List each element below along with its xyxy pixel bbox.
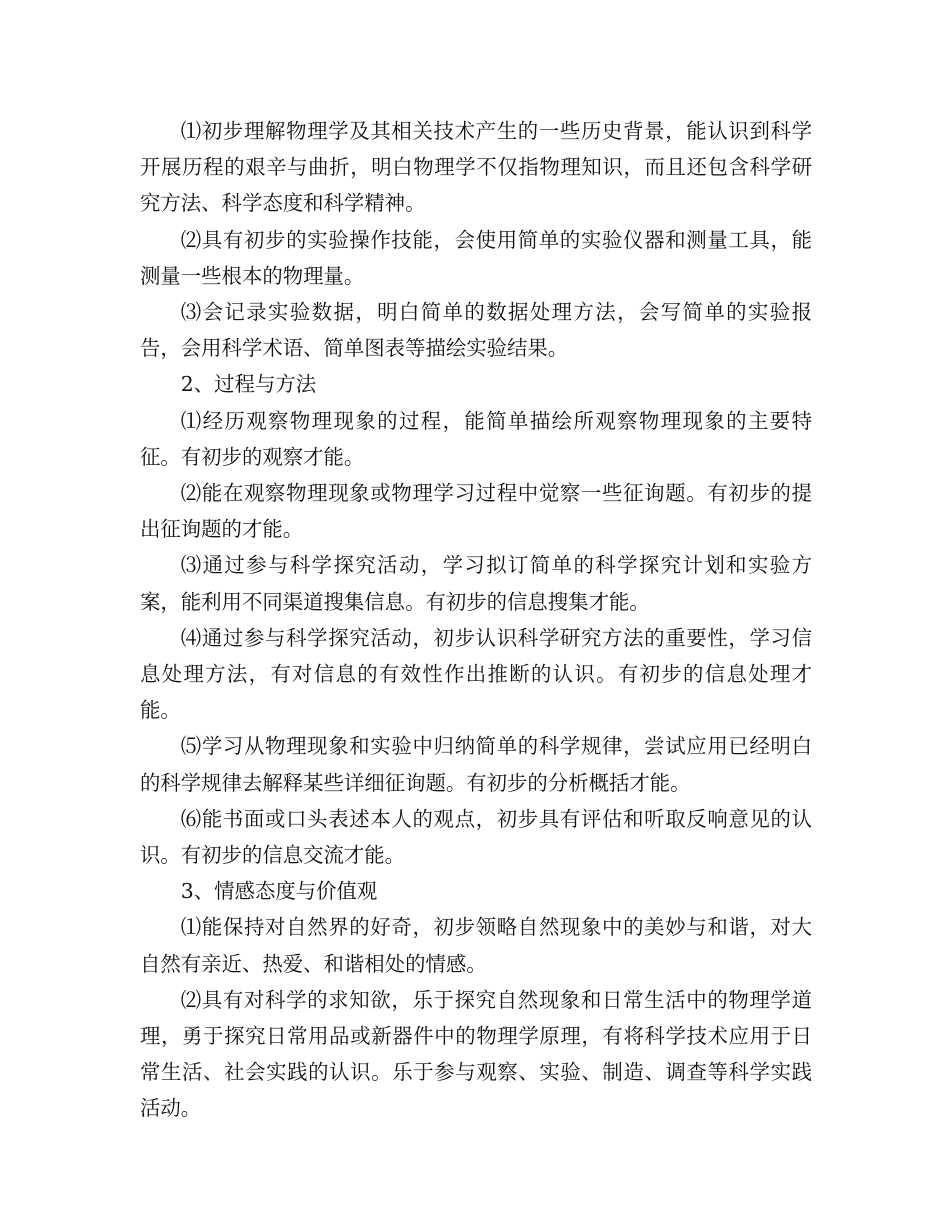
paragraph-knowledge-2: ⑵具有初步的实验操作技能，会使用简单的实验仪器和测量工具，能测量一些根本的物理量。 <box>140 227 812 288</box>
paragraph-process-1: ⑴经历观察物理现象的过程，能简单描绘所观察物理现象的主要特征。有初步的观察才能。 <box>140 408 812 469</box>
paragraph-knowledge-3: ⑶会记录实验数据，明白简单的数据处理方法，会写简单的实验报告，会用科学术语、简单图表等描绘实验结果。 <box>140 300 812 361</box>
paragraph-emotion-1: ⑴能保持对自然界的好奇，初步领略自然现象中的美妙与和谐，对大自然有亲近、热爱、和谐相处的情感。 <box>140 915 812 976</box>
document-page <box>140 113 812 1127</box>
paragraph-process-3: ⑶通过参与科学探究活动，学习拟订简单的科学探究计划和实验方案，能利用不同渠道搜集信息。有初步的信息搜集才能。 <box>140 553 812 614</box>
paragraph-process-4: ⑷通过参与科学探究活动，初步认识科学研究方法的重要性，学习信息处理方法，有对信息的有效性作出推断的认识。有初步的信息处理才能。 <box>140 625 812 723</box>
section-heading-emotion-values: 3、情感态度与价值观 <box>180 879 378 904</box>
paragraph-emotion-2: ⑵具有对科学的求知欲，乐于探究自然现象和日常生活中的物理学道理，勇于探究日常用品或新器件中的物理学原理，有将科学技术应用于日常生活、社会实践的认识。乐于参与观察、实验、制造、调查等科学实践活动。 <box>140 987 812 1121</box>
paragraph-process-6: ⑹能书面或口头表述本人的观点，初步具有评估和听取反响意见的认识。有初步的信息交流才能。 <box>140 806 812 868</box>
paragraph-process-2: ⑵能在观察物理现象或物理学习过程中觉察一些征询题。有初步的提出征询题的才能。 <box>140 481 812 542</box>
paragraph-knowledge-1: ⑴初步理解物理学及其相关技术产生的一些历史背景，能认识到科学开展历程的艰辛与曲折，明白物理学不仅指物理知识，而且还包含科学研究方法、科学态度和科学精神。 <box>140 119 812 216</box>
paragraph-process-5: ⑸学习从物理现象和实验中归纳简单的科学规律，尝试应用已经明白的科学规律去解释某些详细征询题。有初步的分析概括才能。 <box>140 734 812 795</box>
section-heading-process-method: 2、过程与方法 <box>180 372 317 397</box>
